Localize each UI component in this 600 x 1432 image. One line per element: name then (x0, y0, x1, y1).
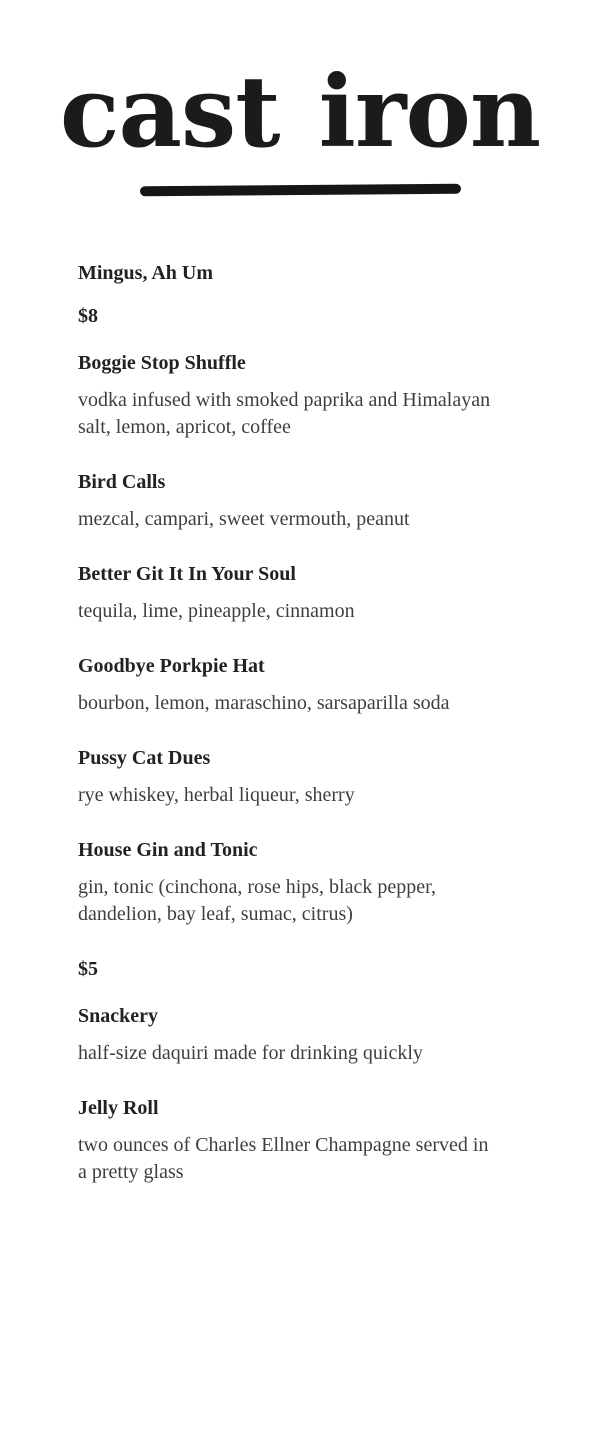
menu-item (78, 1003, 492, 1067)
item-description: rye whiskey, herbal liqueur, sherry (78, 784, 355, 806)
item-description: two ounces of Charles Ellner Champagne served in a pretty glass (78, 1134, 489, 1183)
section-price: $8 (78, 305, 98, 327)
menu-item (78, 653, 492, 717)
item-name: Better Git It In Your Soul (78, 563, 296, 585)
item-name: House Gin and Tonic (78, 839, 258, 861)
menu-item (78, 1095, 492, 1186)
menu-section-five-dollar (78, 956, 492, 1186)
title-underline-rule (140, 184, 461, 197)
item-description: vodka infused with smoked paprika and Himalayan salt, lemon, apricot, coffee (78, 389, 491, 438)
item-name: Snackery (78, 1005, 158, 1027)
menu-item (78, 837, 492, 928)
item-name: Goodbye Porkpie Hat (78, 655, 265, 677)
item-description: gin, tonic (cinchona, rose hips, black pepper, dandelion, bay leaf, sumac, citrus) (78, 876, 436, 925)
menu-item (78, 469, 492, 533)
item-description: mezcal, campari, sweet vermouth, peanut (78, 508, 410, 530)
item-description: half-size daquiri made for drinking quickly (78, 1042, 423, 1064)
item-description: bourbon, lemon, maraschino, sarsaparilla soda (78, 692, 450, 714)
item-name: Boggie Stop Shuffle (78, 352, 246, 374)
item-name: Jelly Roll (78, 1097, 159, 1119)
menu-item (78, 350, 492, 441)
section-price: $5 (78, 958, 98, 980)
menu-section-eight-dollar (78, 303, 492, 928)
item-name: Pussy Cat Dues (78, 747, 211, 769)
menu-item (78, 561, 492, 625)
menu-theme-header: Mingus, Ah Um (78, 262, 214, 284)
menu-content (78, 260, 492, 1214)
item-name: Bird Calls (78, 471, 166, 493)
restaurant-name: cast iron (59, 55, 541, 170)
menu-item (78, 745, 492, 809)
item-description: tequila, lime, pineapple, cinnamon (78, 600, 355, 622)
masthead (0, 55, 600, 170)
